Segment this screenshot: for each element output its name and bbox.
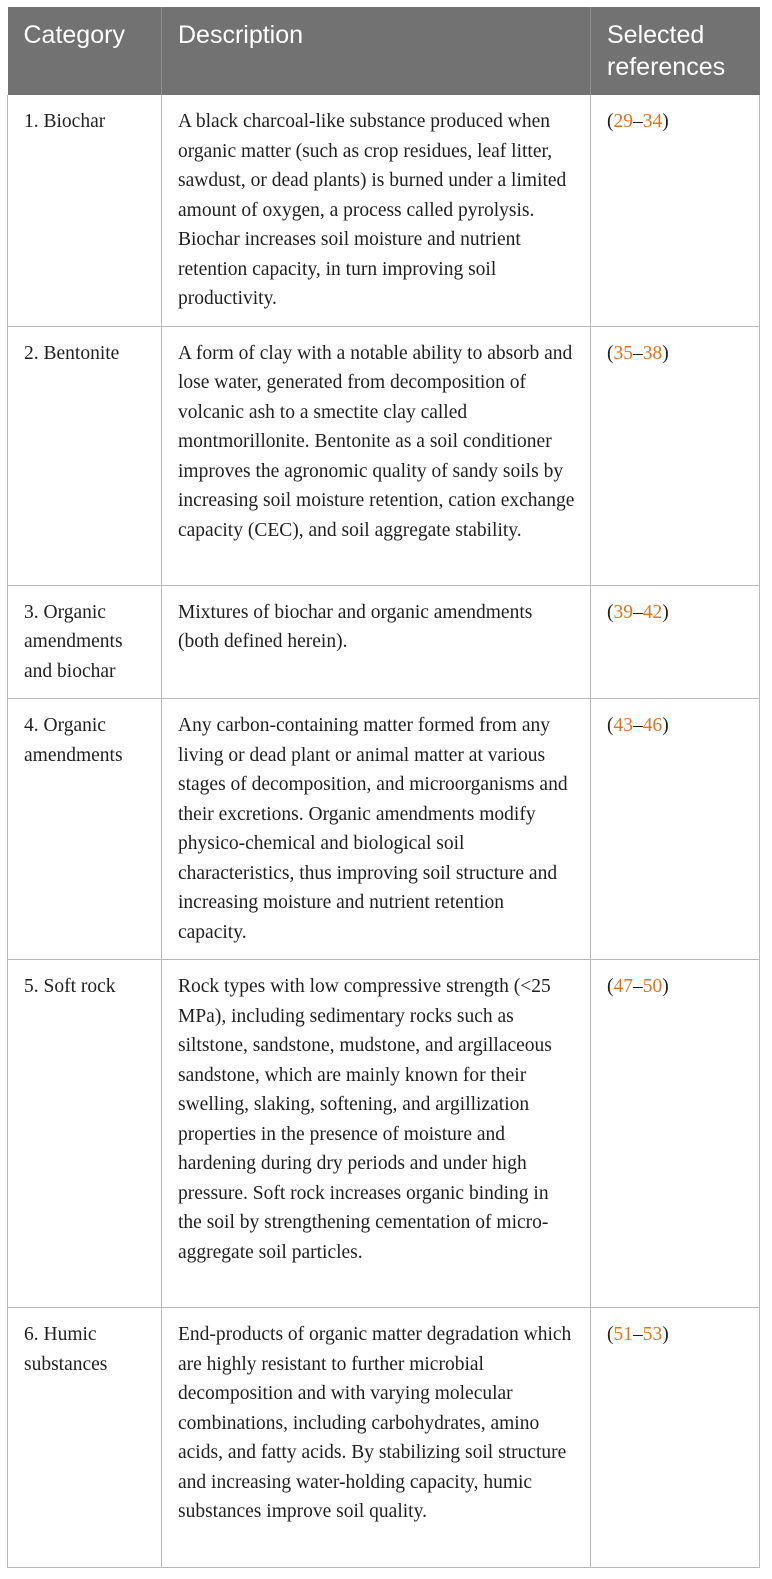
soil-amendments-table — [7, 7, 760, 1568]
row-category: 4. Organic amendments — [8, 699, 162, 960]
row-references: (47–50) — [591, 960, 760, 1308]
header-row — [8, 7, 760, 95]
row-description: Mixtures of biochar and organic amendments (both defined herein). — [162, 585, 591, 699]
row-category: 5. Soft rock — [8, 960, 162, 1308]
reference-link-start[interactable]: 29 — [613, 111, 633, 132]
reference-link-start[interactable]: 35 — [613, 342, 633, 364]
table-row — [8, 1308, 760, 1568]
row-category: 1. Biochar — [8, 95, 162, 326]
reference-link-end[interactable]: 53 — [642, 1324, 663, 1345]
table-row — [8, 699, 760, 960]
row-references: (43–46) — [591, 699, 760, 960]
row-references: (35–38) — [591, 326, 760, 585]
header-references: Selected references — [591, 7, 760, 95]
table-header — [8, 7, 760, 95]
reference-link-end[interactable]: 50 — [642, 976, 663, 997]
row-description: End-products of organic matter degradation which are highly resistant to further microbial decomposition and with varying molecular combinations, including carbohydrates, amino acids, and fatty acids. By stabilizing soil structure and increasing water-holding capacity, humic substances improve soil quality. — [162, 1308, 591, 1568]
row-references: (39–42) — [591, 585, 760, 699]
table-row — [8, 326, 760, 585]
row-category: 2. Bentonite — [8, 326, 162, 585]
reference-link-end[interactable]: 46 — [642, 715, 663, 736]
reference-link-start[interactable]: 51 — [613, 1324, 633, 1345]
row-category: 3. Organic amendments and biochar — [8, 585, 162, 699]
reference-link-start[interactable]: 47 — [613, 976, 633, 997]
reference-link-start[interactable]: 43 — [613, 715, 633, 736]
reference-link-end[interactable]: 34 — [642, 111, 663, 132]
reference-link-end[interactable]: 38 — [642, 342, 663, 364]
table-body — [8, 95, 760, 1568]
row-references: (51–53) — [591, 1308, 760, 1568]
row-description: Rock types with low compressive strength (<25 MPa), including sedimentary rocks such as siltstone, sandstone, mudstone, and argillaceous sandstone, which are mainly known for their swelling, slaking, softening, and argillization properties in the presence of moisture and hardening during dry periods and under high pressure. Soft rock increases organic binding in the soil by strengthening cementation of micro-aggregate soil particles. — [162, 960, 591, 1308]
row-category: 6. Humic substances — [8, 1308, 162, 1568]
table-row — [8, 960, 760, 1308]
reference-link-start[interactable]: 39 — [613, 601, 633, 623]
row-references: (29–34) — [591, 95, 760, 326]
table-row — [8, 95, 760, 326]
row-description: A black charcoal-like substance produced when organic matter (such as crop residues, leaf litter, sawdust, or dead plants) is burned under a limited amount of oxygen, a process called pyrolysis. Biochar increases soil moisture and nutrient retention capacity, in turn improving soil productivity. — [162, 95, 591, 326]
row-description: Any carbon-containing matter formed from any living or dead plant or animal matter at various stages of decomposition, and microorganisms and their excretions. Organic amendments modify physico-chemical and biological soil characteristics, thus improving soil structure and increasing moisture and nutrient retention capacity. — [162, 699, 591, 960]
row-description: A form of clay with a notable ability to absorb and lose water, generated from decomposition of volcanic ash to a smectite clay called montmorillonite. Bentonite as a soil conditioner improves the agronomic quality of sandy soils by increasing soil moisture retention, cation exchange capacity (CEC), and soil aggregate stability. — [162, 326, 591, 585]
reference-link-end[interactable]: 42 — [642, 601, 663, 623]
table-row — [8, 585, 760, 699]
header-description: Description — [162, 7, 591, 95]
header-category: Category — [8, 7, 162, 95]
